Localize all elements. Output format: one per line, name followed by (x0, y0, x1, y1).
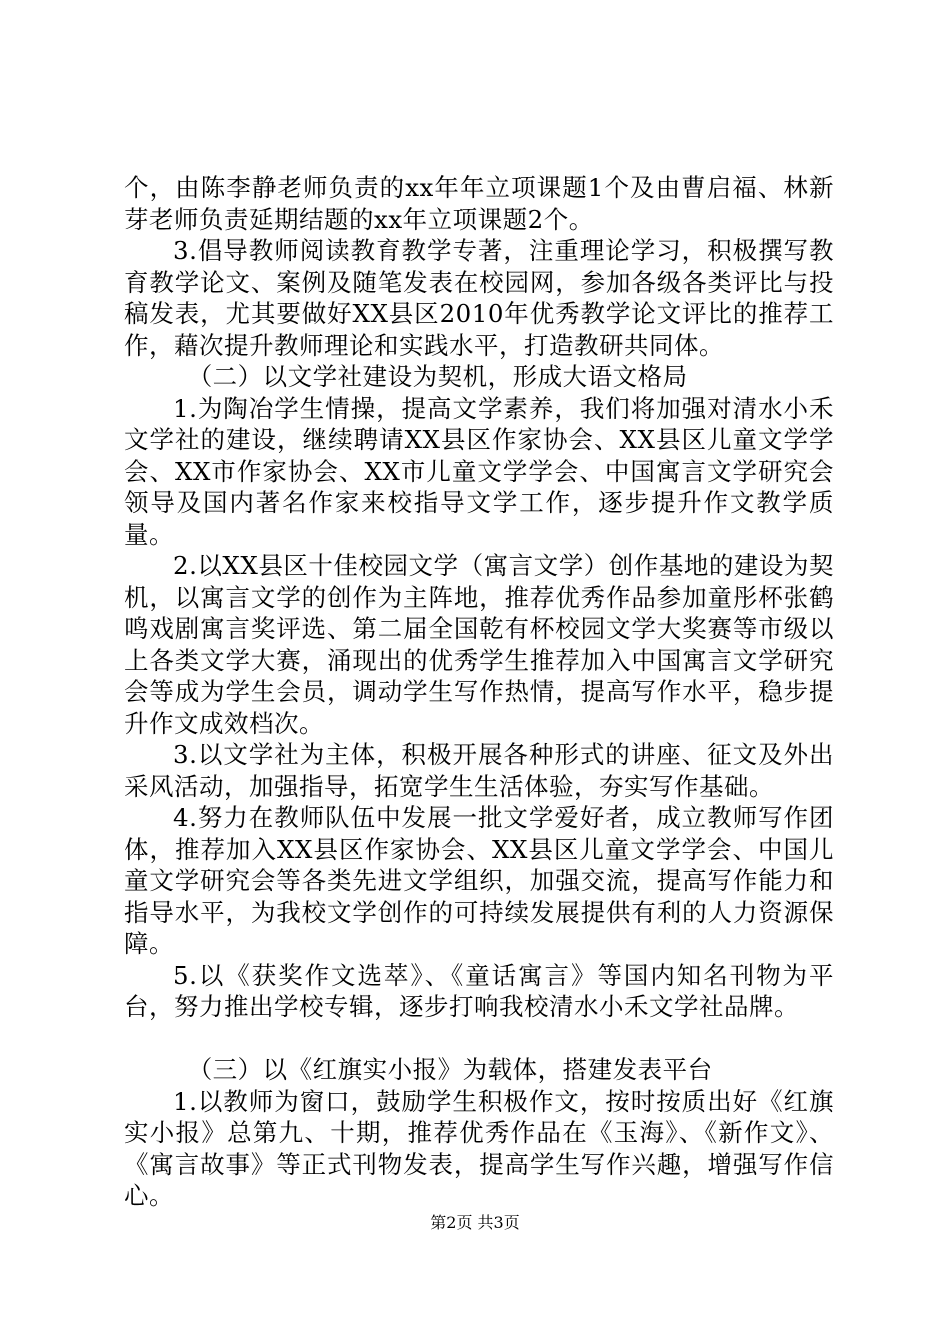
paragraph-item-1-literature-club: 1.为陶冶学生情操，提高文学素养，我们将加强对清水小禾文学社的建设，继续聘请XX县区作家协会、XX县区儿童文学学会、XX市作家协会、XX市儿童文学学会、中国寓言文学研究会领导及国内著名作家来校指导文学工作，逐步提升作文教学质量。 (124, 393, 834, 549)
paragraph-gap (124, 1023, 834, 1055)
section-heading-2: （二）以文学社建设为契机，形成大语文格局 (187, 362, 688, 391)
paragraph-item-5-publications: 5.以《获奖作文选萃》、《童话寓言》等国内知名刊物为平台，努力推出学校专辑，逐步打响我校清水小禾文学社品牌。 (124, 960, 834, 1021)
section-heading-3: （三）以《红旗实小报》为载体，搭建发表平台 (187, 1055, 713, 1084)
paragraph-item-2-creation-base: 2.以XX县区十佳校园文学（寓言文学）创作基地的建设为契机，以寓言文学的创作为主阵地，推荐优秀作品参加童彤杯张鹤鸣戏剧寓言奖评选、第二届全国乾有杯校园文学大奖赛等市级以上各类文学大赛，涌现出的优秀学生推荐加入中国寓言文学研究会等成为学生会员，调动学生写作热情，提高写作水平，稳步提升作文成效档次。 (124, 551, 834, 738)
paragraph-item-3-activities: 3.以文学社为主体，积极开展各种形式的讲座、征文及外出采风活动，加强指导，拓宽学生生活体验，夯实写作基础。 (124, 740, 834, 801)
paragraph-continued: 个，由陈李静老师负责的xx年年立项课题1个及由曹启福、林新芽老师负责延期结题的xx年立项课题2个。 (124, 173, 834, 234)
paragraph-item-4-teachers: 4.努力在教师队伍中发展一批文学爱好者，成立教师写作团体，推荐加入XX县区作家协会、XX县区儿童文学学会、中国儿童文学研究会等各类先进文学组织，加强交流，提高写作能力和指导水平，为我校文学创作的可持续发展提供有利的人力资源保障。 (124, 803, 834, 958)
document-body (124, 172, 834, 1212)
paragraph-item-3-reading: 3.倡导教师阅读教育教学专著，注重理论学习，积极撰写教育教学论文、案例及随笔发表在校园网，参加各级各类评比与投稿发表，尤其要做好XX县区2010年优秀教学论文评比的推荐工作，藉次提升教师理论和实践水平，打造教研共同体。 (124, 236, 834, 360)
paragraph-item-1-newspaper: 1.以教师为窗口，鼓励学生积极作文，按时按质出好《红旗实小报》总第九、十期，推荐优秀作品在《玉海》、《新作文》、《寓言故事》等正式刊物发表，提高学生写作兴趣，增强写作信心。 (124, 1086, 834, 1210)
page-footer: 第2页 共3页 (430, 1213, 520, 1232)
